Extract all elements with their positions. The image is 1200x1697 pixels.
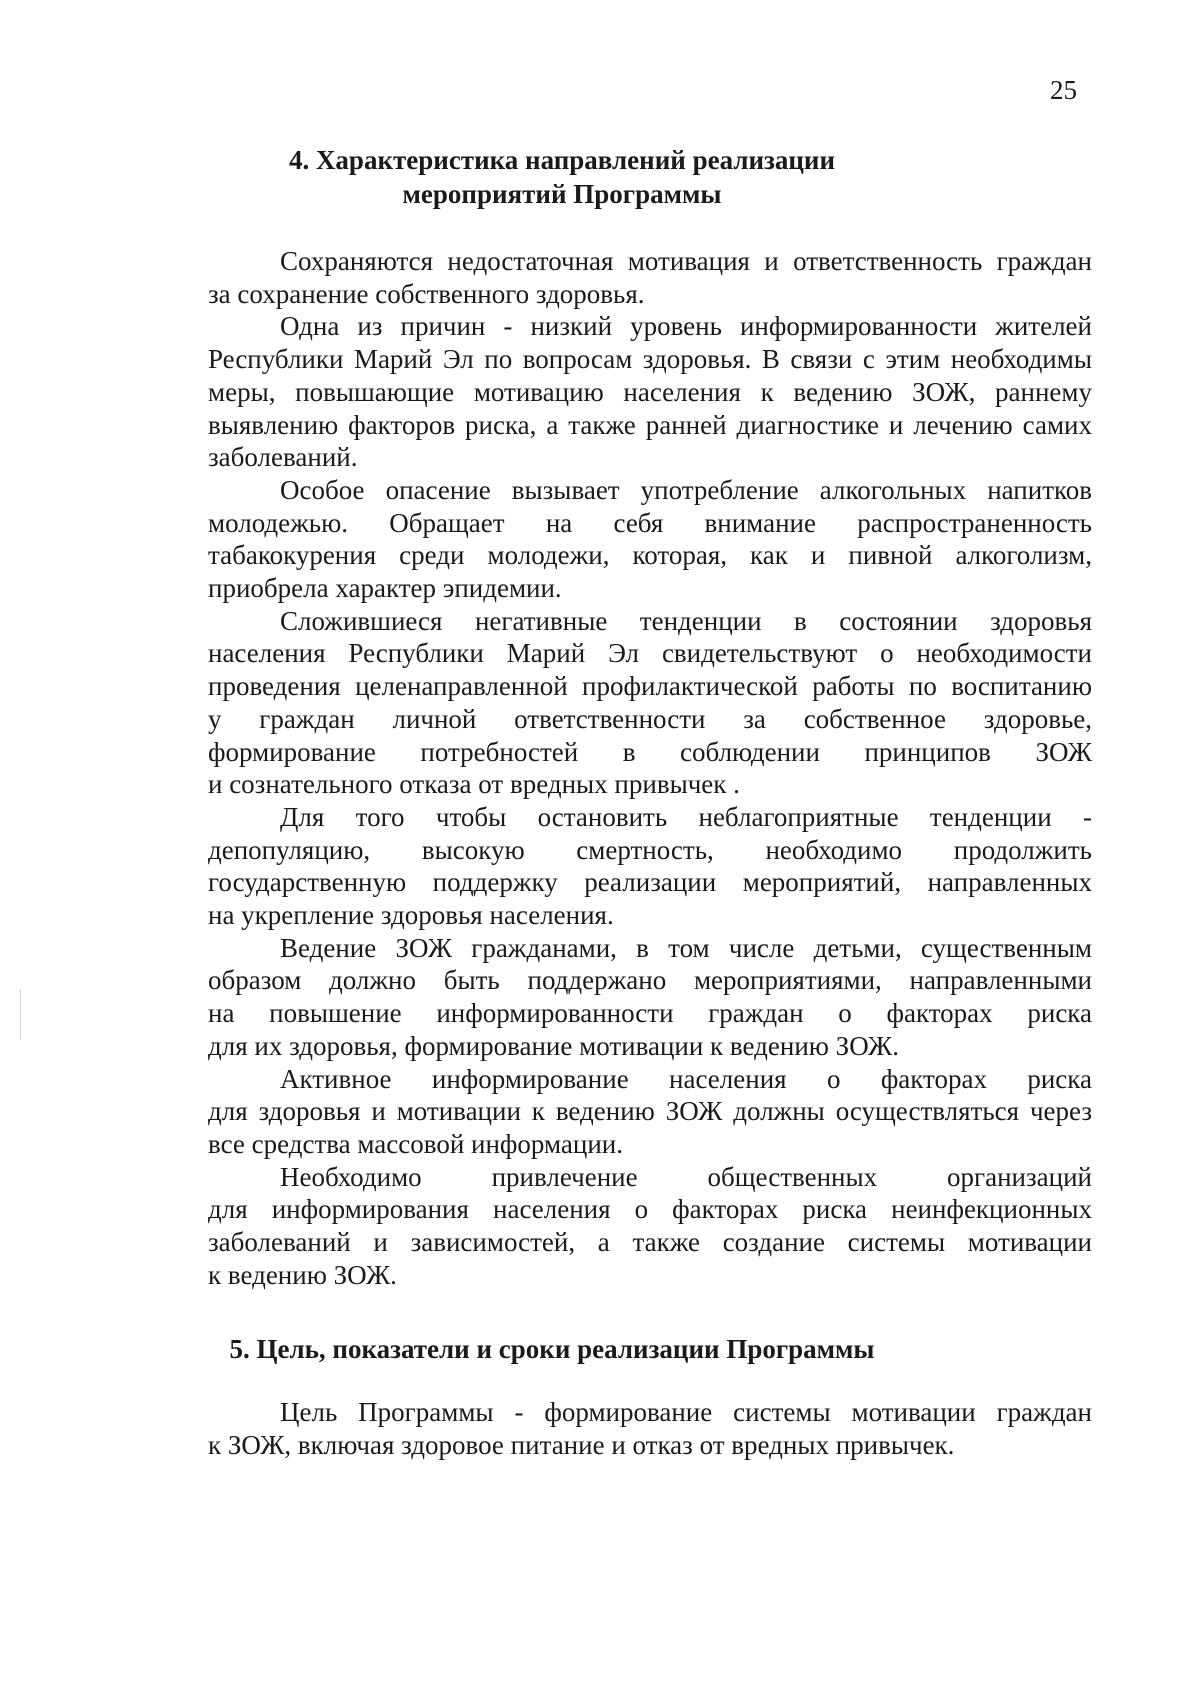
section-4-heading-line: мероприятий Программы — [402, 179, 722, 209]
section-5-paragraph — [208, 1396, 1092, 1461]
section-4-body — [208, 245, 1092, 1292]
section-5-body — [208, 1396, 1092, 1461]
paragraph-line: Одна из причин - низкий уровень информированности жителей — [280, 311, 1092, 342]
paragraph-line: к ЗОЖ, включая здоровое питание и отказ от вредных привычек. — [208, 1429, 955, 1460]
scan-margin-mark — [20, 990, 21, 1040]
paragraph-line: все средства массовой информации. — [208, 1128, 623, 1159]
paragraph-line: населения Республики Марий Эл свидетельствуют о необходимости — [208, 638, 1092, 669]
paragraph-line: Особое опасение вызывает употребление алкогольных напитков — [280, 474, 1092, 505]
paragraph-line: за сохранение собственного здоровья. — [208, 278, 645, 309]
paragraph-line: табакокурения среди молодежи, которая, как и пивной алкоголизм, — [208, 540, 1092, 571]
section-4-heading — [0, 143, 1162, 211]
paragraph-line: на повышение информированности граждан о факторах риска — [208, 998, 1092, 1029]
paragraph-line: для информирования населения о факторах риска неинфекционных — [208, 1194, 1092, 1225]
section-4-paragraph — [208, 245, 1092, 310]
section-4-paragraph — [208, 310, 1092, 474]
paragraph-line: государственную поддержку реализации мероприятий, направленных — [208, 867, 1092, 898]
paragraph-line: меры, повышающие мотивацию населения к ведению ЗОЖ, раннему — [208, 376, 1092, 407]
paragraph-line: к ведению ЗОЖ. — [208, 1259, 397, 1290]
paragraph-line: для здоровья и мотивации к ведению ЗОЖ должны осуществляться через — [208, 1096, 1092, 1127]
section-4-paragraph — [208, 605, 1092, 801]
paragraph-line: заболеваний. — [208, 442, 358, 473]
paragraph-line: на укрепление здоровья населения. — [208, 900, 614, 931]
section-4-paragraph — [208, 474, 1092, 605]
paragraph-line: Для того чтобы остановить неблагоприятные тенденции - — [280, 801, 1092, 832]
paragraph-line: формирование потребностей в соблюдении принципов ЗОЖ — [208, 736, 1092, 767]
section-5-heading-line: 5. Цель, показатели и сроки реализации Программы — [229, 1334, 875, 1364]
paragraph-line: Сохраняются недостаточная мотивация и ответственность граждан — [280, 246, 1092, 276]
paragraph-line: Цель Программы - формирование системы мотивации граждан — [280, 1397, 1092, 1427]
paragraph-line: депопуляцию, высокую смертность, необходимо продолжить — [208, 834, 1092, 865]
section-4-paragraph — [208, 1161, 1092, 1292]
paragraph-line: Активное информирование населения о факторах риска — [280, 1063, 1092, 1094]
paragraph-line: и сознательного отказа от вредных привычек . — [208, 769, 740, 800]
paragraph-line: Сложившиеся негативные тенденции в состоянии здоровья — [280, 605, 1092, 636]
paragraph-line: у граждан личной ответственности за собственное здоровье, — [208, 703, 1092, 734]
paragraph-line: Ведение ЗОЖ гражданами, в том числе детьми, существенным — [280, 932, 1092, 963]
paragraph-line: образом должно быть поддержано мероприятиями, направленными — [208, 965, 1092, 996]
section-4-paragraph — [208, 1063, 1092, 1161]
paragraph-line: приобрела характер эпидемии. — [208, 573, 562, 604]
section-4-heading-line: 4. Характеристика направлений реализации — [288, 145, 836, 175]
paragraph-line: проведения целенаправленной профилактической работы по воспитанию — [208, 671, 1092, 702]
paragraph-line: Необходимо привлечение общественных организаций — [280, 1161, 1092, 1192]
paragraph-line: для их здоровья, формирование мотивации к ведению ЗОЖ. — [208, 1030, 899, 1061]
section-4-paragraph — [208, 801, 1092, 932]
section-5-heading — [0, 1332, 1152, 1366]
page-number: 25 — [1050, 75, 1077, 105]
paragraph-line: Республики Марий Эл по вопросам здоровья. В связи с этим необходимы — [208, 344, 1092, 375]
paragraph-line: выявлению факторов риска, а также ранней диагностике и лечению самих — [208, 409, 1092, 440]
paragraph-line: заболеваний и зависимостей, а также создание системы мотивации — [208, 1227, 1092, 1258]
paragraph-line: молодежью. Обращает на себя внимание распространенность — [208, 507, 1092, 538]
section-4-paragraph — [208, 932, 1092, 1063]
